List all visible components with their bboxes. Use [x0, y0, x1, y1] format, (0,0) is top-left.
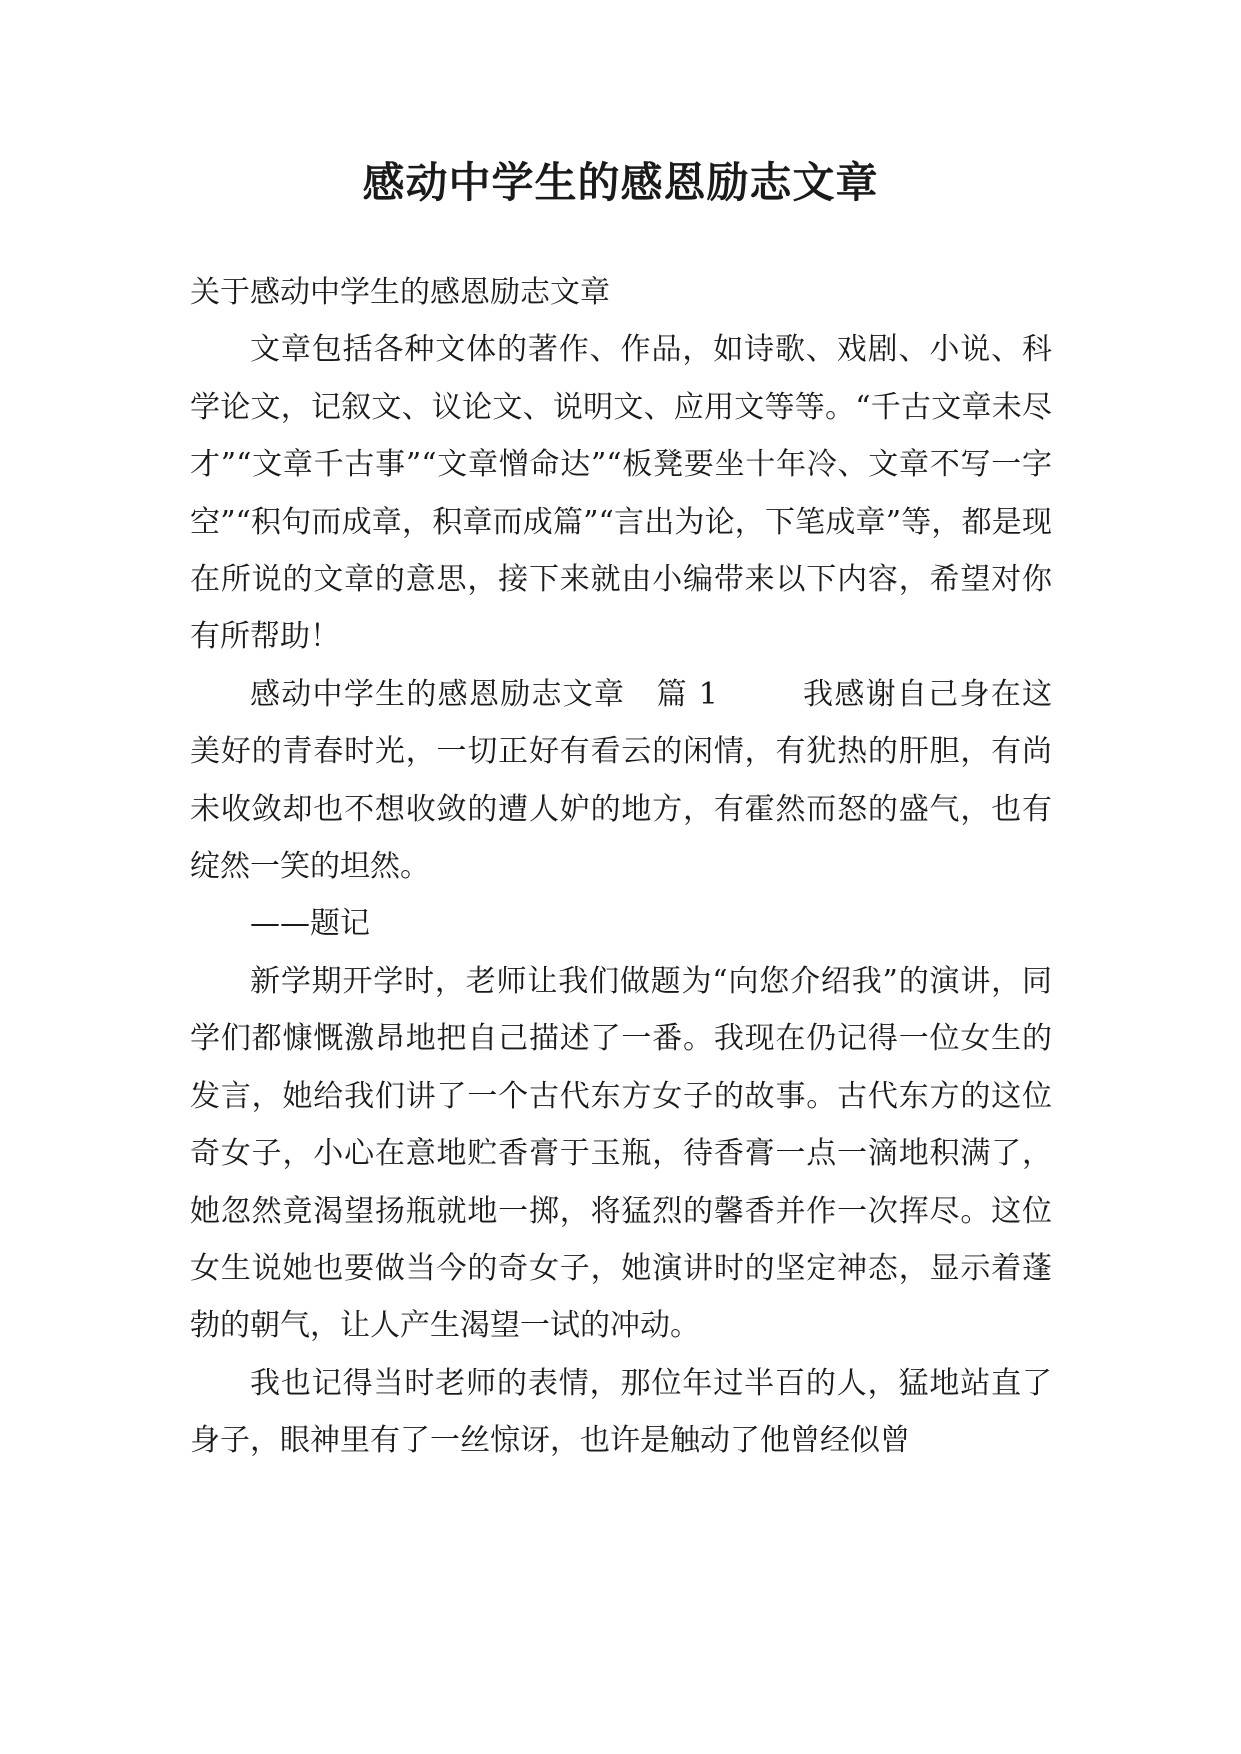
chapter-opening-text: 我感谢自己身在这美好的青春时光，一切正好有看云的闲情，有犹热的肝胆，有尚未收敛却也不想收敛的遭人妒的地方，有霍然而怒的盛气，也有绽然一笑的坦然。: [190, 676, 1052, 885]
chapter-paragraph: [190, 666, 1052, 896]
document-subtitle: 关于感动中学生的感恩励志文章: [190, 275, 610, 310]
chapter-title: 感动中学生的感恩励志文章 篇 1: [250, 676, 718, 712]
intro-paragraph: 文章包括各种文体的著作、作品，如诗歌、戏剧、小说、科学论文，记叙文、议论文、说明文、应用文等等。“千古文章未尽才”“文章千古事”“文章憎命达”“板凳要坐十年冷、文章不写一字空”“积句而成章，积章而成篇”“言出为论，下笔成章”等，都是现在所说的文章的意思，接下来就由小编带来以下内容，希望对你有所帮助！: [190, 332, 1052, 655]
document-title: 感动中学生的感恩励志文章: [362, 158, 879, 207]
body-paragraph-2: 我也记得当时老师的表情，那位年过半百的人，猛地站直了身子，眼神里有了一丝惊讶，也许是触动了他曾经似曾: [190, 1365, 1052, 1459]
epigraph-line: ——题记: [250, 906, 370, 942]
document-body: [190, 264, 1052, 1470]
body-paragraph-1: 新学期开学时，老师让我们做题为“向您介绍我”的演讲，同学们都慷慨激昂地把自己描述了一番。我现在仍记得一位女生的发言，她给我们讲了一个古代东方女子的故事。古代东方的这位奇女子，小心在意地贮香膏于玉瓶，待香膏一点一滴地积满了，她忽然竟渴望扬瓶就地一掷，将猛烈的馨香并作一次挥尽。这位女生说她也要做当今的奇女子，她演讲时的坚定神态，显示着蓬勃的朝气，让人产生渴望一试的冲动。: [190, 963, 1052, 1344]
